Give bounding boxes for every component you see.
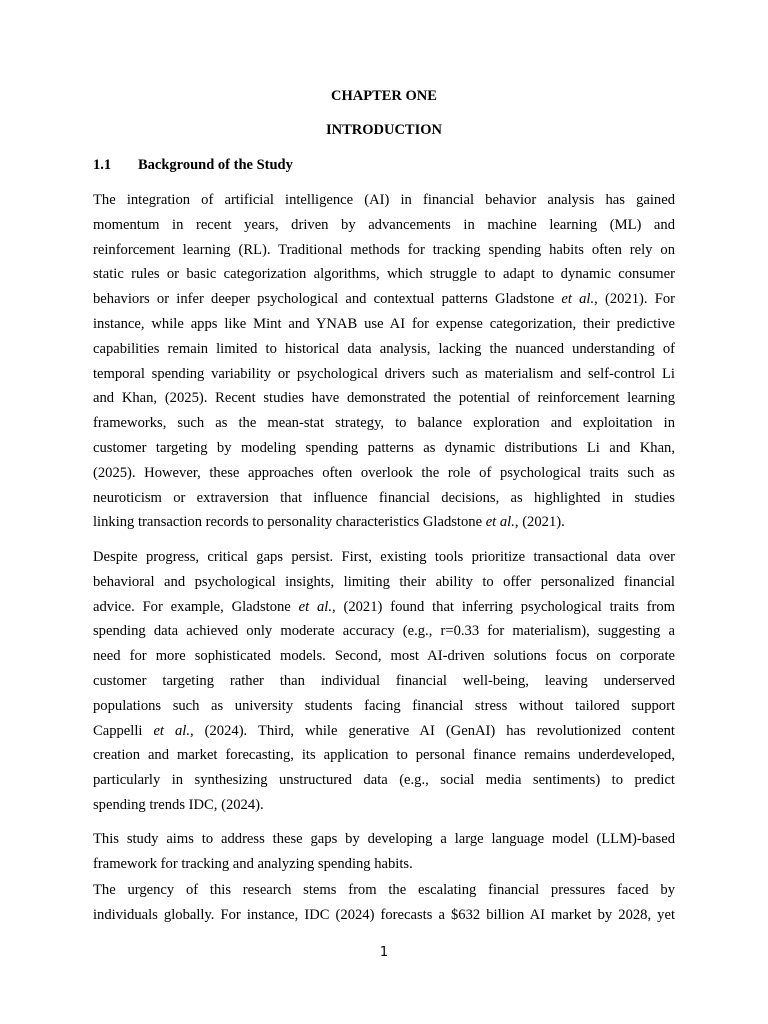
text-line: static rules or basic categorization algorithms, which struggle to adapt to dynamic consumer [93, 266, 675, 283]
text-segment: advice. For example, Gladstone [93, 598, 299, 615]
text-line: The integration of artificial intelligence (AI) in financial behavior analysis has gained [93, 192, 675, 208]
text-line: creation and market forecasting, its application to personal finance remains underdeveloped, [93, 747, 675, 764]
text-segment: Cappelli [93, 722, 154, 739]
text-line: (2025). However, these approaches often overlook the role of psychological traits such as [93, 464, 675, 481]
text-line: individuals globally. For instance, IDC (2024) forecasts a $632 billion AI market by 2028, yet [93, 906, 675, 923]
text-segment: , (2021). For [594, 291, 675, 308]
text-line: customer targeting by modeling spending patterns as dynamic distributions Li and Khan, [93, 439, 675, 456]
text-line: and Khan, (2025). Recent studies have demonstrated the potential of reinforcement learning [93, 390, 675, 407]
text-line: Despite progress, critical gaps persist. First, existing tools prioritize transactional data over [93, 549, 675, 565]
text-line: capabilities remain limited to historical data analysis, lacking the nuanced understanding of [93, 340, 675, 357]
page-number: 1 [379, 945, 389, 960]
text-line [93, 287, 675, 312]
chapter-title: CHAPTER ONE [331, 88, 437, 104]
text-line: customer targeting rather than individual financial well-being, leaving underserved [93, 672, 675, 689]
citation-etal: et al. [485, 514, 515, 531]
text-line: reinforcement learning (RL). Traditional methods for tracking spending habits often rely on [93, 241, 675, 258]
text-line: instance, while apps like Mint and YNAB use AI for expense categorization, their predictive [93, 315, 675, 332]
text-line: behavioral and psychological insights, limiting their ability to offer personalized financial [93, 573, 675, 590]
text-line: temporal spending variability or psychological drivers such as materialism and self-control Li [93, 365, 675, 382]
text-segment: (2021) found that inferring psychological traits from [335, 598, 675, 615]
citation-etal: et al., [153, 722, 194, 739]
text-line [93, 595, 675, 620]
text-line: spending data achieved only moderate accuracy (e.g., r=0.33 for materialism), suggesting a [93, 623, 675, 640]
text-line: neuroticism or extraversion that influence financial decisions, as highlighted in studies [93, 489, 675, 506]
section-title: Background of the Study [138, 157, 293, 173]
text-segment: linking transaction records to personality characteristics Gladstone [93, 514, 486, 531]
text-segment: (2024). Third, while generative AI (GenAI) has revolutionized content [193, 722, 675, 739]
paragraph-background [93, 188, 675, 535]
text-segment: , (2021). [514, 514, 565, 531]
text-line [93, 510, 675, 535]
text-line: frameworks, such as the mean-stat strategy, to balance exploration and exploitation in [93, 415, 675, 432]
introduction-title: INTRODUCTION [325, 122, 442, 138]
text-segment: behaviors or infer deeper psychological and contextual patterns Gladstone [93, 291, 562, 308]
text-line: particularly in synthesizing unstructured data (e.g., social media sentiments) to predict [93, 772, 675, 789]
text-line: The urgency of this research stems from the escalating financial pressures faced by [93, 882, 675, 898]
text-line: framework for tracking and analyzing spending habits. [93, 855, 413, 872]
section-heading [93, 155, 293, 175]
paragraph-gaps [93, 545, 675, 818]
paragraph-urgency [93, 878, 675, 928]
text-line: momentum in recent years, driven by advancements in machine learning (ML) and [93, 216, 675, 233]
section-number: 1.1 [93, 157, 112, 173]
text-line: populations such as university students facing financial stress without tailored support [93, 697, 675, 714]
text-line: spending trends IDC, (2024). [93, 796, 264, 813]
citation-etal: et al., [298, 598, 336, 615]
text-line: This study aims to address these gaps by developing a large language model (LLM)-based [93, 831, 675, 847]
paragraph-aim [93, 827, 675, 877]
text-line [93, 719, 675, 744]
citation-etal: et al. [561, 291, 595, 308]
text-line: need for more sophisticated models. Second, most AI-driven solutions focus on corporate [93, 648, 675, 665]
